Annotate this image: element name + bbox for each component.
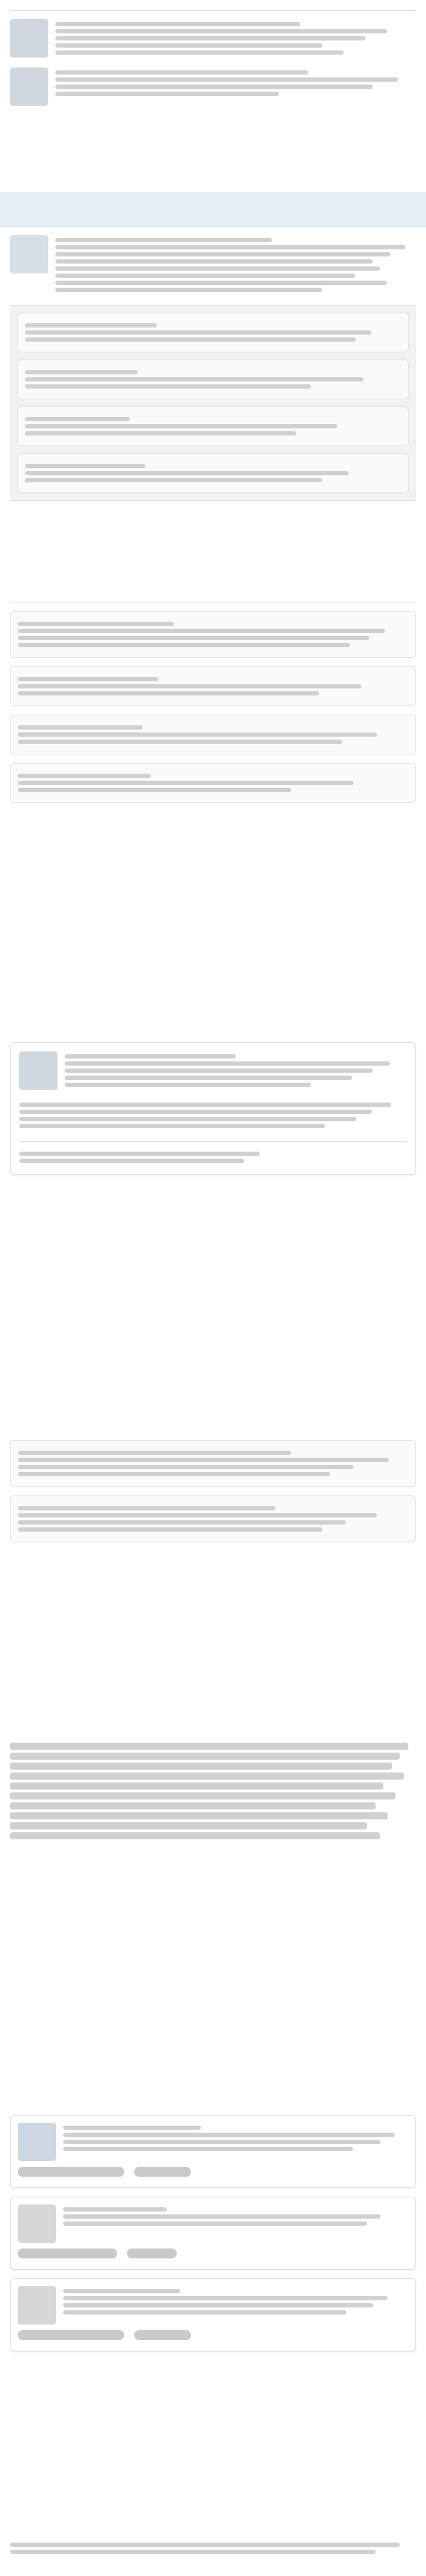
section-6	[0, 1730, 426, 2106]
section-7	[0, 2106, 426, 2533]
section-3	[0, 593, 426, 1034]
actions-row	[18, 2248, 408, 2262]
text-block	[10, 1743, 416, 1839]
actions-row	[18, 2330, 408, 2344]
comment	[10, 666, 416, 706]
actions-row	[18, 2167, 408, 2180]
comment	[10, 715, 416, 754]
post-card	[10, 1042, 416, 1175]
block	[18, 2286, 408, 2325]
comment-card	[10, 2278, 416, 2352]
section-5	[0, 1432, 426, 1730]
comment	[17, 453, 409, 493]
avatar	[18, 2123, 56, 2161]
block	[10, 67, 416, 106]
block	[18, 2204, 408, 2243]
section-4	[0, 1034, 426, 1432]
comments-panel	[10, 305, 416, 501]
text-lines	[63, 2204, 408, 2229]
block	[18, 2123, 408, 2161]
header-bar	[0, 192, 426, 227]
block	[19, 1051, 407, 1090]
text-lines	[55, 19, 416, 58]
avatar	[10, 67, 48, 106]
section-8	[0, 2533, 426, 2576]
block	[10, 19, 416, 58]
comment	[17, 359, 409, 399]
avatar	[18, 2286, 56, 2325]
avatar	[19, 1051, 58, 1090]
section-2	[0, 192, 426, 593]
text-lines	[65, 1051, 407, 1090]
comment-card	[10, 2115, 416, 2188]
block	[10, 235, 416, 295]
text-lines	[55, 235, 416, 295]
comment	[17, 313, 409, 352]
comment	[10, 763, 416, 803]
divider	[10, 10, 416, 11]
text-lines	[55, 67, 416, 99]
comment	[10, 611, 416, 658]
block	[10, 1495, 416, 1542]
avatar	[10, 19, 48, 58]
avatar	[18, 2204, 56, 2243]
block	[10, 1440, 416, 1487]
comment-card	[10, 2197, 416, 2270]
avatar	[10, 235, 48, 274]
text-lines	[63, 2123, 408, 2154]
section-1	[0, 0, 426, 192]
comment	[17, 406, 409, 446]
text-lines	[63, 2286, 408, 2317]
